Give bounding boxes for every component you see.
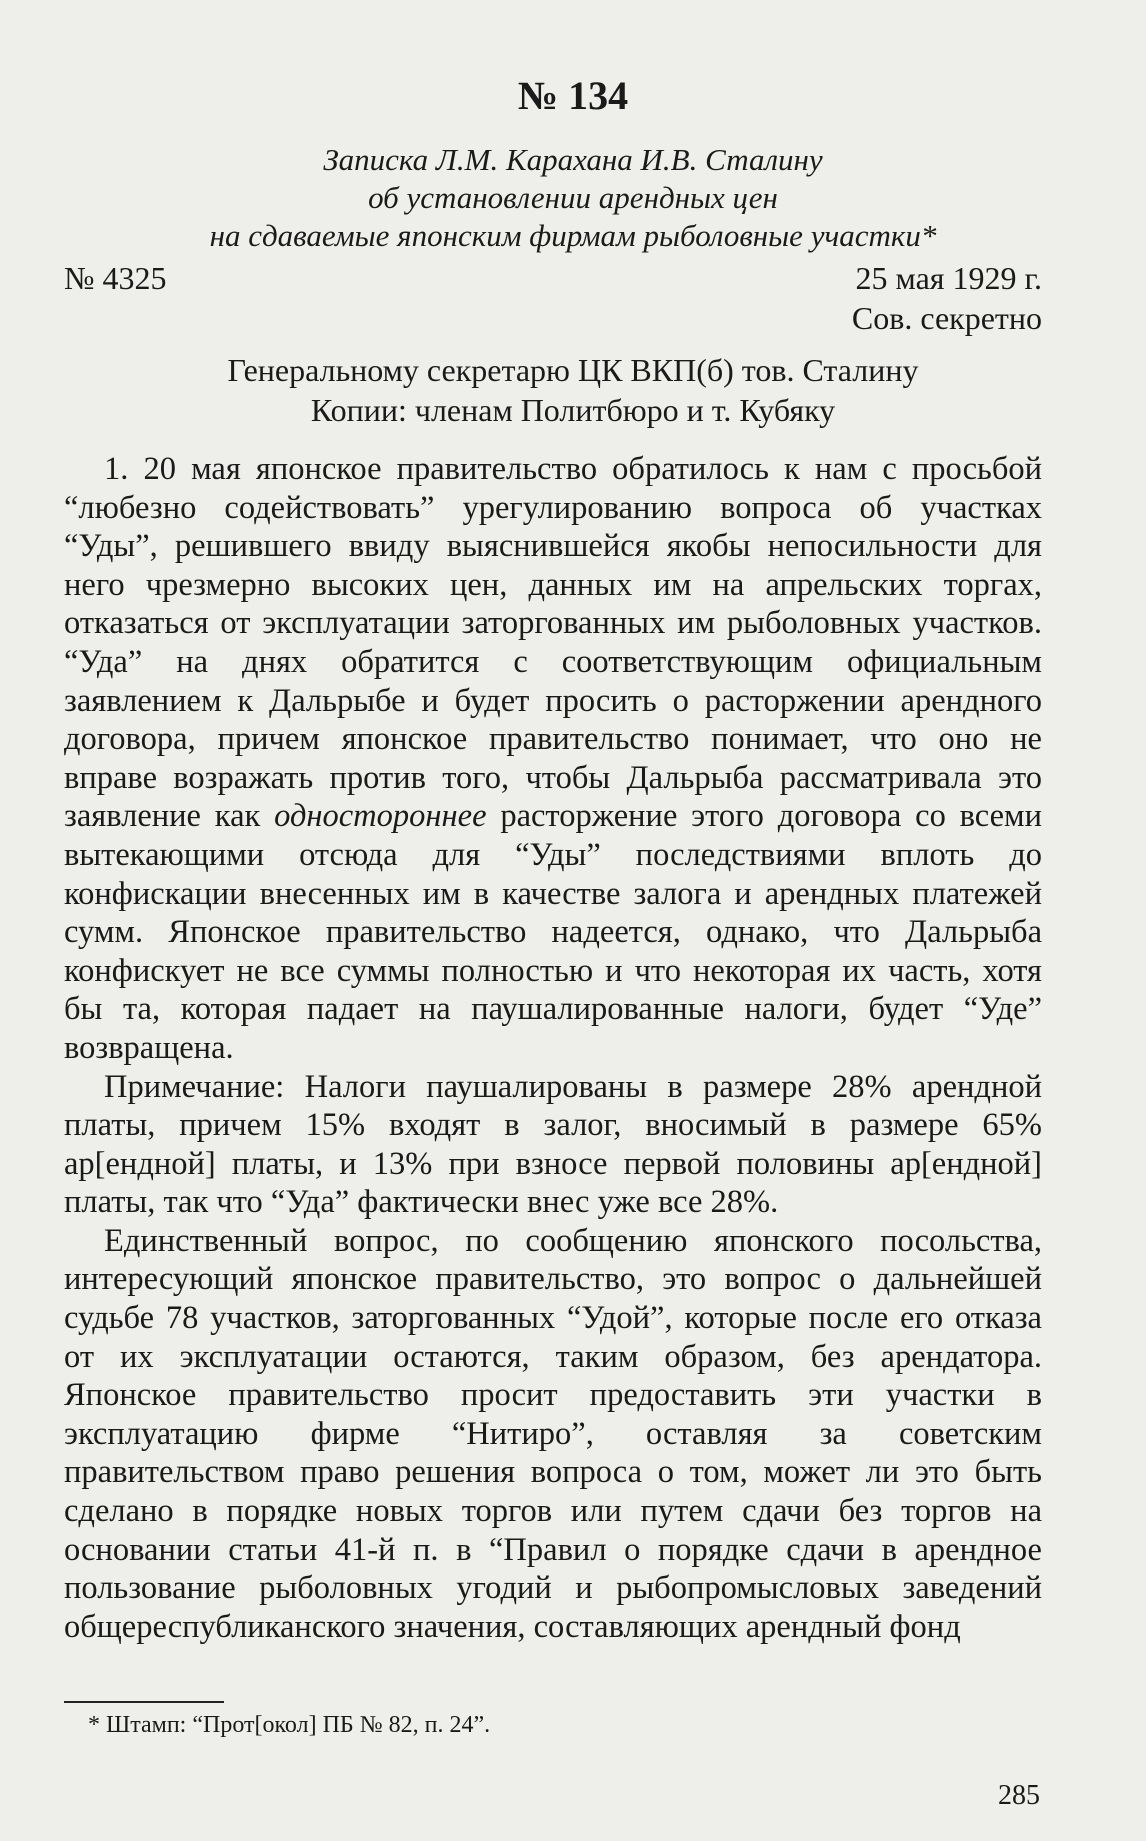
copies-line: Копии: членам Политбюро и т. Кубяку	[310, 392, 836, 428]
document-date: 25 мая 1929 г.	[855, 260, 1042, 296]
document-number: № 134	[517, 73, 629, 118]
paragraph-1-part-a: 1. 20 мая японское правительство обратилось к нам с просьбой “любезно содействовать” урегулированию вопроса об участках “Уды”, решившего ввиду выяснившейся якобы непосильности для него чрезмерно высоких цен, данных им на апрельских торгах, отказаться от эксплуатации заторгованных им рыболовных участков. “Уда” на днях обратится с соответствующим официальным заявлением к Дальрыбе и будет просить о расторжении арендного договора, причем японское правительство понимает, что оно не вправе возражать против того, чтобы Дальрыба рассматривала это заявление как	[64, 451, 1042, 835]
paragraph-1-part-b: расторжение этого договора со всеми вытекающими отсюда для “Уды” последствиями вплоть до конфискации внесенных им в качестве залога и арендных платежей сумм. Японское правительство надеется, однако, что Дальрыба конфискует не все суммы полностью и что некоторая их часть, хотя бы та, которая падает на паушалированные налоги, будет “Уде” возвращена.	[64, 798, 1042, 1066]
title-line-3: на сдаваемые японским фирмам рыболовные участки*	[209, 218, 937, 253]
body-text	[64, 450, 1042, 1646]
paragraph-note: Примечание: Налоги паушалированы в размере 28% арендной платы, причем 15% входят в залог, вносимый в размере 65% ар[ендной] платы, и 13% при взносе первой половины ар[ендной] платы, так что “Уда” фактически внес уже все 28%.	[64, 1068, 1042, 1221]
paragraph-3: Единственный вопрос, по сообщению японского посольства, интересующий японское правительство, это вопрос о дальнейшей судьбе 78 участков, заторгованных “Удой”, которые после его отказа от их эксплуатации остаются, таким образом, без арендатора. Японское правительство просит предоставить эти участки в эксплуатацию фирме “Нитиро”, оставляя за советским правительством право решения вопроса о том, может ли это быть сделано в порядке новых торгов или путем сдачи без торгов на основании статьи 41-й п. в “Правил о порядке сдачи в арендное пользование рыболовных угодий и рыбопромысловых заведений общереспубликанского значения, составляющих арендный фонд	[64, 1222, 1042, 1645]
title-line-1: Записка Л.М. Карахана И.В. Сталину	[323, 142, 823, 177]
footnote-divider	[64, 1701, 224, 1703]
classification-stamp: Сов. секретно	[851, 300, 1042, 336]
page-number: 285	[998, 1780, 1040, 1811]
document-meta	[64, 260, 1042, 297]
paragraph-1	[64, 450, 1042, 1068]
footnote: * Штамп: “Прот[окол] ПБ № 82, п. 24”.	[88, 1712, 491, 1738]
addressee: Генеральному секретарю ЦК ВКП(б) тов. Сталину	[227, 352, 919, 388]
registration-number: № 4325	[64, 260, 167, 296]
emphasis-word: одностороннее	[274, 798, 487, 835]
title-line-2: об установлении арендных цен	[368, 180, 778, 215]
